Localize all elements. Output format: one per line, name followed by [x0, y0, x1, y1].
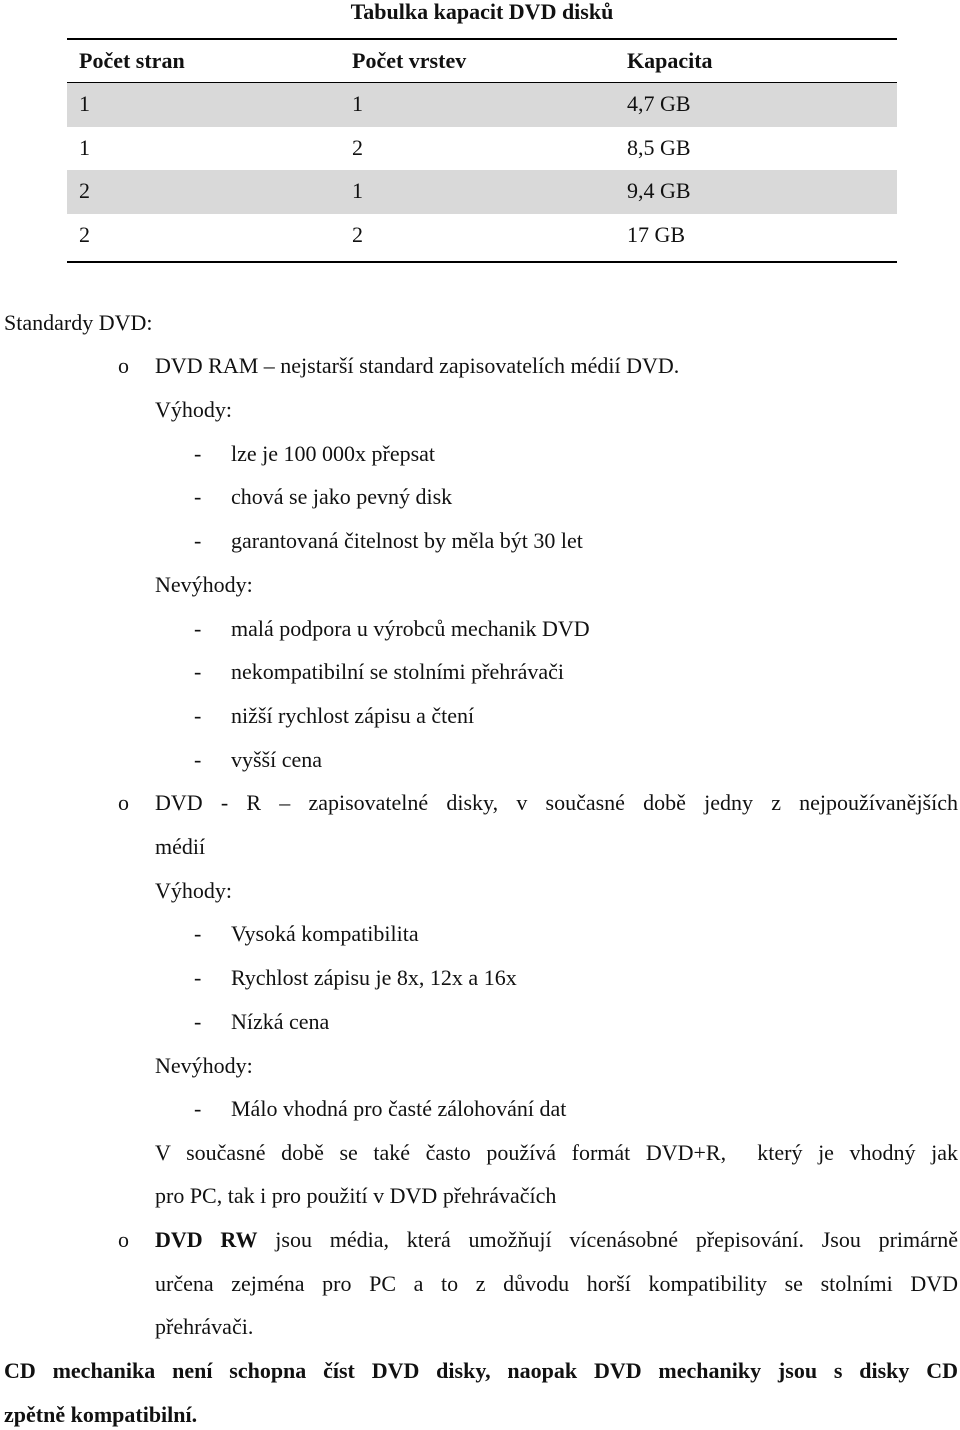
table-row: [67, 127, 897, 170]
table-row: [67, 214, 897, 257]
standards-heading: Standardy DVD:: [4, 310, 153, 335]
table-cell: 2: [79, 222, 90, 247]
dvd-r-note-line2: pro PC, tak i pro použití v DVD přehrávačích: [155, 1183, 557, 1208]
dash: -: [194, 1009, 202, 1034]
footer-line2: zpětně kompatibilní.: [4, 1402, 198, 1427]
dvd-ram-pro-item: garantovaná čitelnost by měla být 30 let: [231, 528, 583, 553]
dvd-rw-line2: určena zejména pro PC a to z důvodu horší kompatibility se stolními DVD: [155, 1271, 958, 1296]
table-cell: 2: [352, 135, 363, 160]
dash: -: [194, 965, 202, 990]
header-cell: Počet vrstev: [352, 48, 467, 73]
table-cell: 1: [352, 91, 363, 116]
table-cell: 1: [79, 135, 90, 160]
dvd-ram-con-item: malá podpora u výrobců mechanik DVD: [231, 616, 590, 641]
dash: -: [194, 747, 202, 772]
dvd-ram-title: DVD RAM – nejstarší standard zapisovatelích médií DVD.: [155, 353, 680, 378]
dvd-r-title-line1: DVD - R – zapisovatelné disky, v současné době jedny z nejpoužívanějších: [155, 790, 958, 815]
table-cell: 1: [79, 91, 90, 116]
dvd-rw-line3: přehrávači.: [155, 1314, 254, 1339]
dvd-ram-con-item: nekompatibilní se stolními přehrávači: [231, 659, 564, 684]
table-row: [67, 83, 897, 127]
dvd-r-pro-item: Vysoká kompatibilita: [231, 921, 419, 946]
bullet-o: o: [118, 353, 129, 378]
dvd-rw-name: DVD RW: [155, 1227, 258, 1252]
dash: -: [194, 616, 202, 641]
table-cell: 2: [79, 178, 90, 203]
dvd-ram-cons-label: Nevýhody:: [155, 572, 253, 597]
dvd-r-pro-item: Rychlost zápisu je 8x, 12x a 16x: [231, 965, 517, 990]
dvd-ram-con-item: nižší rychlost zápisu a čtení: [231, 703, 475, 728]
header-cell: Kapacita: [627, 48, 713, 73]
dvd-r-con-item: Málo vhodná pro časté zálohování dat: [231, 1096, 567, 1121]
dvd-r-pro-item: Nízká cena: [231, 1009, 330, 1034]
dash: -: [194, 703, 202, 728]
dvd-ram-pros-label: Výhody:: [155, 397, 232, 422]
table-cell: 4,7 GB: [627, 91, 691, 116]
table-cell: 8,5 GB: [627, 135, 691, 160]
dvd-rw-line1: [155, 1225, 958, 1255]
table-row: [67, 170, 897, 214]
dash: -: [194, 921, 202, 946]
dvd-r-note-line1: V současné době se také často používá formát DVD+R, který je vhodný jak: [155, 1140, 958, 1165]
dash: -: [194, 441, 202, 466]
table-cell: 17 GB: [627, 222, 686, 247]
dvd-r-cons-label: Nevýhody:: [155, 1053, 253, 1078]
dvd-ram-con-item: vyšší cena: [231, 747, 323, 772]
bullet-o: o: [118, 790, 129, 815]
bullet-o: o: [118, 1227, 129, 1252]
dash: -: [194, 1096, 202, 1121]
table-title: Tabulka kapacit DVD disků: [350, 0, 614, 24]
table-header-row: [67, 40, 897, 83]
dash: -: [194, 528, 202, 553]
dvd-r-pros-label: Výhody:: [155, 878, 232, 903]
dvd-ram-pro-item: lze je 100 000x přepsat: [231, 441, 436, 466]
dash: -: [194, 484, 202, 509]
dvd-rw-text: jsou média, která umožňují vícenásobné přepisování. Jsou primárně: [257, 1227, 959, 1252]
table-cell: 1: [352, 178, 363, 203]
dash: -: [194, 659, 202, 684]
header-cell: Počet stran: [79, 48, 185, 73]
dvd-ram-pro-item: chová se jako pevný disk: [231, 484, 453, 509]
table-cell: 2: [352, 222, 363, 247]
dvd-r-title-line2: médií: [155, 834, 206, 859]
footer-line1: CD mechanika není schopna číst DVD disky, naopak DVD mechaniky jsou s disky CD: [4, 1358, 958, 1383]
table-cell: 9,4 GB: [627, 178, 691, 203]
table-bottom-rule: [67, 261, 897, 263]
